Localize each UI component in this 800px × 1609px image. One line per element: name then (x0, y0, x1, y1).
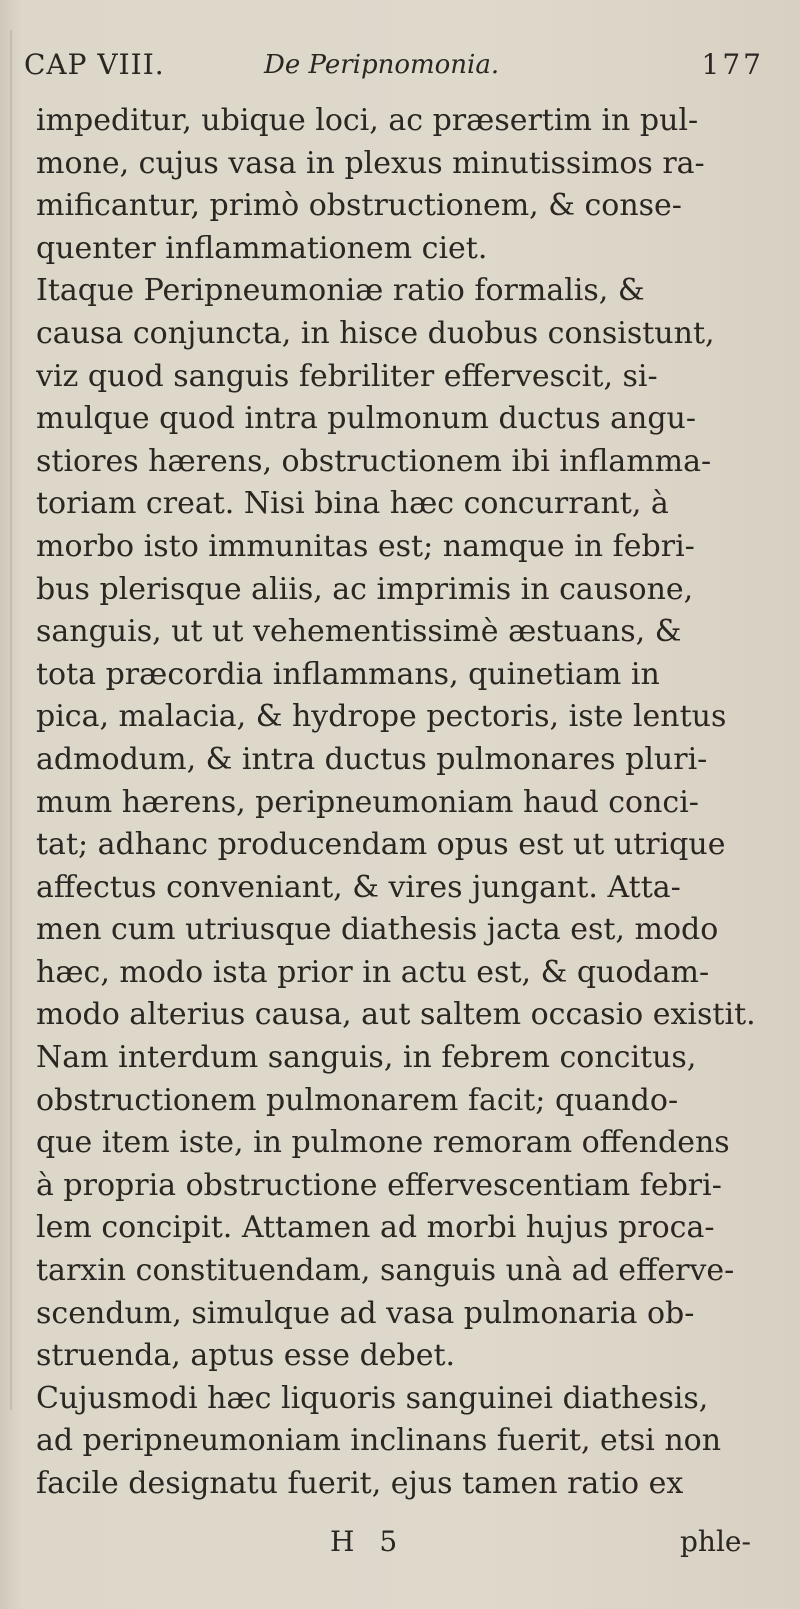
text-line: struenda, aptus esse debet. (36, 1338, 456, 1374)
text-line: mum hærens, peripneumoniam haud conci- (36, 784, 699, 820)
text-line: mificantur, primò obstructionem, & conse- (36, 188, 682, 224)
text-line: tarxin constituendam, sanguis unà ad efferve- (36, 1253, 735, 1289)
text-line: sanguis, ut ut vehementissimè æstuans, & (36, 614, 682, 650)
text-line: impeditur, ubique loci, ac præsertim in pul- (36, 103, 699, 138)
catchword: phle- (680, 1525, 751, 1558)
text-line: admodum, & intra ductus pulmonares pluri- (36, 741, 708, 777)
text-line: mone, cujus vasa in plexus minutissimos ra- (36, 145, 705, 181)
text-line: Itaque Peripneumoniæ ratio formalis, & (36, 273, 645, 309)
text-line: bus plerisque aliis, ac imprimis in causone, (36, 571, 694, 607)
text-line: toriam creat. Nisi bina hæc concurrant, à (36, 486, 669, 522)
chapter-heading: CAP VIII. (24, 48, 165, 81)
text-line: pica, malacia, & hydrope pectoris, iste lentus (36, 699, 727, 735)
text-line: tota præcordia inflammans, quinetiam in (36, 656, 660, 692)
text-line: Nam interdum sanguis, in febrem concitus, (36, 1040, 697, 1076)
running-title: De Peripnomonia. (264, 50, 500, 80)
text-line: morbo isto immunitas est; namque in febri- (36, 528, 695, 564)
page-footer (0, 1525, 800, 1569)
text-line: affectus conveniant, & vires jungant. Atta- (36, 869, 681, 905)
signature-mark: H 5 (330, 1525, 406, 1558)
text-line: causa conjuncta, in hisce duobus consistunt, (36, 315, 715, 351)
text-line: facile designatu fuerit, ejus tamen ratio ex (36, 1466, 684, 1501)
gutter-shadow (10, 30, 12, 1410)
text-line: ad peripneumoniam inclinans fuerit, etsi non (36, 1423, 722, 1459)
text-line: quenter inflammationem ciet. (36, 230, 488, 266)
text-line: tat; adhanc producendam opus est ut utrique (36, 827, 726, 863)
text-line: hæc, modo ista prior in actu est, & quodam- (36, 954, 710, 990)
text-line: stiores hærens, obstructionem ibi inflamma- (36, 443, 712, 479)
text-line: scendum, simulque ad vasa pulmonaria ob- (36, 1295, 695, 1331)
page-number: 177 (701, 48, 764, 81)
body-text (36, 100, 766, 1506)
text-line: mulque quod intra pulmonum ductus angu- (36, 401, 696, 437)
text-line: modo alterius causa, aut saltem occasio existit. (36, 997, 756, 1033)
text-line: Cujusmodi hæc liquoris sanguinei diathesis, (36, 1380, 709, 1416)
text-line: obstructionem pulmonarem facit; quando- (36, 1082, 679, 1118)
text-line: men cum utriusque diathesis jacta est, modo (36, 912, 719, 948)
text-line: lem concipit. Attamen ad morbi hujus proca- (36, 1210, 715, 1246)
text-line: à propria obstructione effervescentiam febri- (36, 1167, 722, 1203)
text-line: que item iste, in pulmone remoram offendens (36, 1125, 730, 1161)
page-header (24, 48, 764, 92)
text-line: viz quod sanguis febriliter effervescit, si- (36, 358, 658, 394)
